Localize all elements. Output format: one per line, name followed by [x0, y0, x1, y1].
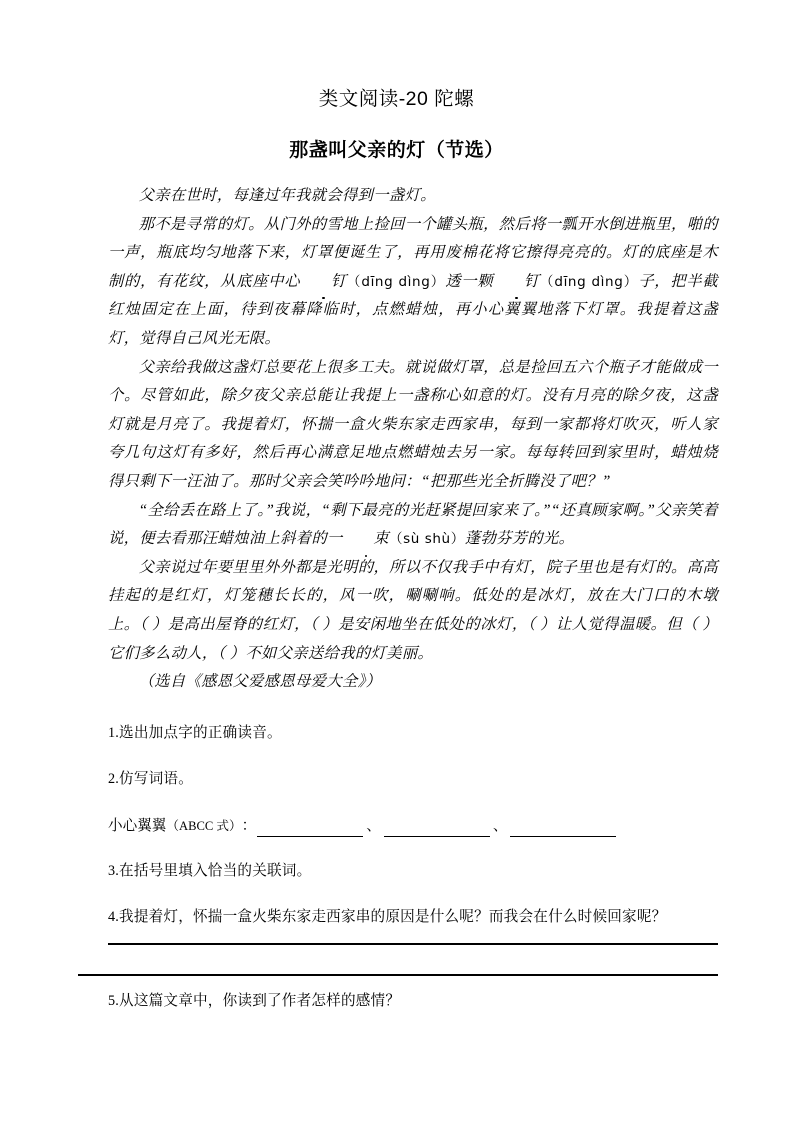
p2-pinyin-2: （dīng dìng） — [539, 273, 639, 290]
p2-dotted-ding-2: 钉 — [493, 268, 539, 297]
question-3-text: 在括号里填入恰当的关联词。 — [119, 862, 312, 879]
p2-dotted-ding-1: 钉 — [300, 268, 346, 297]
question-1-text: 选出加点字的正确读音。 — [119, 724, 282, 741]
p4-seg-3: 蓬勃芬芳的光。 — [464, 530, 575, 548]
q2-separator-2: 、 — [492, 817, 508, 834]
question-5-number: 5. — [108, 992, 120, 1009]
question-4-number: 4. — [108, 908, 120, 925]
question-4 — [108, 907, 718, 927]
q2-answer-blank-2[interactable] — [384, 822, 490, 837]
question-1 — [108, 723, 718, 743]
question-5 — [108, 991, 718, 1011]
q2-example-colon: ： — [241, 817, 257, 834]
question-2 — [108, 769, 718, 789]
p2-seg-6: 子，把半截红烛固定在上面，待到夜幕降临时，点燃蜡烛，再小心翼翼地落下灯罩。我提着这盏灯，觉得自己风光无限。 — [108, 272, 718, 347]
question-4-text: 我提着灯，怀揣一盒火柴东家走西家串的原因是什么呢？而我会在什么时候回家呢？ — [119, 908, 667, 925]
q2-answer-blank-1[interactable] — [257, 822, 363, 837]
question-2-example-row — [108, 815, 718, 837]
question-2-number: 2. — [108, 770, 120, 787]
question-3-number: 3. — [108, 862, 120, 879]
p2-pinyin-1: （dīng dìng） — [346, 273, 446, 290]
page-title: 类文阅读-20 陀螺 — [318, 88, 475, 110]
paragraph-4 — [108, 497, 718, 554]
answer-line-1[interactable] — [108, 943, 718, 945]
p2-seg-0: 那不是寻常的灯。从门外的雪地上捡回一个罐头瓶，然后将一瓢开水倒进瓶里，啪的一声，瓶底均匀地落下来，灯罩便诞生了，再用废棉花将它擦得亮亮的。灯的底座是木制的，有花纹，从底座中心 — [108, 215, 718, 290]
question-1-number: 1. — [108, 724, 120, 741]
answer-line-2[interactable] — [78, 974, 718, 976]
source-attribution: （选自《感恩父爱感恩母爱大全》） — [138, 673, 382, 691]
question-2-text: 仿写词语。 — [119, 770, 194, 787]
p2-seg-3: 透一颗 — [445, 272, 494, 290]
paragraph-5 — [108, 554, 718, 668]
paragraph-2 — [108, 211, 718, 354]
article-title: 那盏叫父亲的灯（节选） — [289, 140, 504, 161]
question-3 — [108, 861, 718, 881]
paragraph-1-text: 父亲在世时，每逢过年我就会得到一盏灯。 — [138, 187, 436, 204]
p4-pinyin: （sù shù） — [388, 531, 465, 548]
article-body — [0, 162, 793, 697]
p4-dotted-shu: 束 — [343, 525, 389, 554]
paragraph-5-text: 父亲说过年要里里外外都是光明的，所以不仅我手中有灯，院子里也是有灯的。高高挂起的是红灯，灯笼穗长长的，风一吹，唰唰响。低处的是冰灯，放在大门口的木墩上。（ ）是高出屋脊的红灯，（ ）是安闲地坐在低处的冰灯，（ ）让人觉得温暖。但（ ）它们多么动人，（ ）不如父亲送给我的灯美丽。 — [108, 558, 718, 662]
q2-example-word: 小心翼翼 — [108, 817, 167, 834]
question-5-text: 从这篇文章中，你读到了作者怎样的感情？ — [119, 992, 401, 1009]
q2-answer-blank-3[interactable] — [510, 822, 616, 837]
paragraph-1 — [108, 182, 718, 211]
question-5-wrap — [0, 991, 793, 1011]
paragraph-3-text: 父亲给我做这盏灯总要花上很多工夫。就说做灯罩，总是捡回五六个瓶子才能做成一个。尽管如此，除夕夜父亲总能让我提上一盏称心如意的灯。没有月亮的除夕夜，这盏灯就是月亮了。我提着灯，怀揣一盒火柴东家走西家串，每到一家都将灯吹灭，听人家夸几句这灯有多好，然后再心满意足地点燃蜡烛去另一家。每每转回到家里时，蜡烛烧得只剩下一汪油了。那时父亲会笑吟吟地问：“把那些光全折腾没了吧？” — [108, 358, 718, 490]
q2-separator-1: 、 — [366, 817, 381, 834]
q2-example-pattern: （ABCC 式） — [166, 818, 242, 833]
paragraph-3 — [108, 354, 718, 497]
questions-section — [0, 723, 793, 945]
p4-seg-0: “全给丢在路上了。”我说，“剩下最亮的光赶紧提回家来了。”“还真顾家啊。”父亲笑着说，便去看那汪蜡烛油上斜着的一 — [108, 501, 718, 548]
